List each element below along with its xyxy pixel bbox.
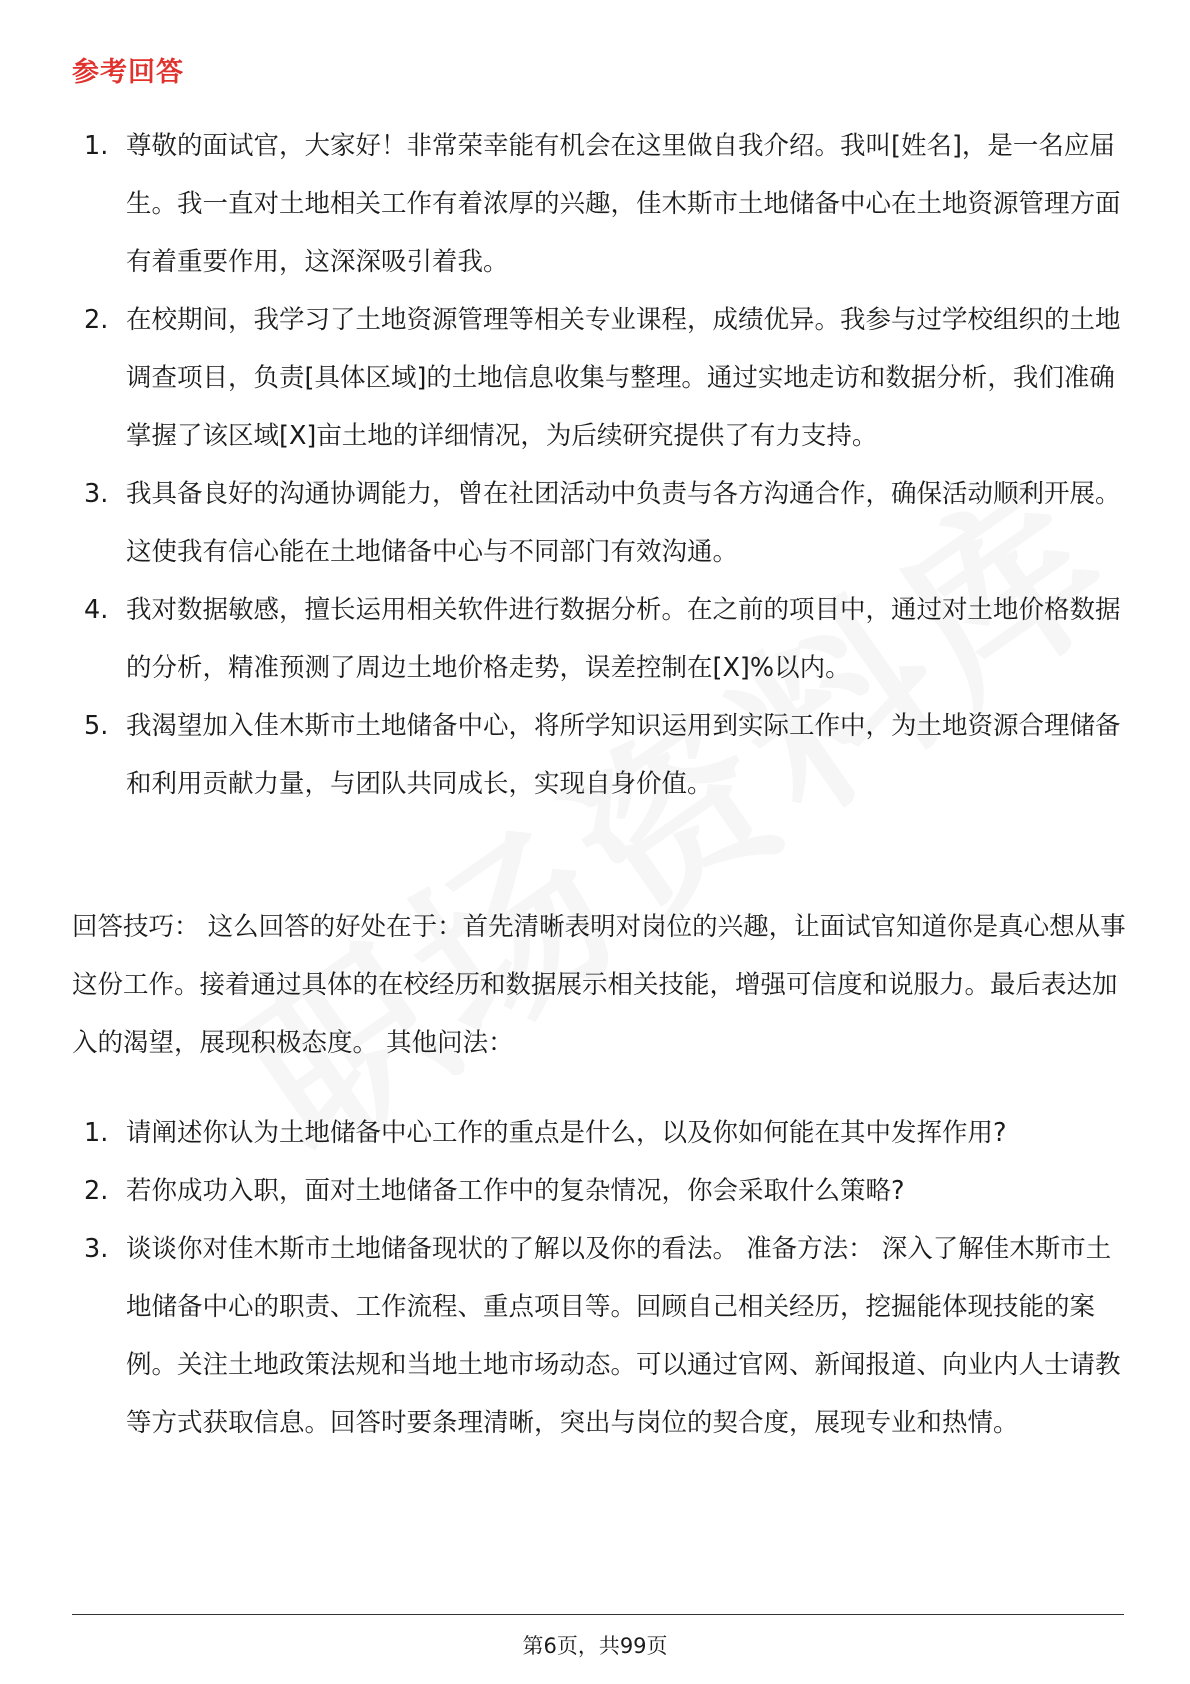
list-number: 4. [84, 595, 109, 625]
list-item [72, 117, 1132, 291]
list-item-text: 我渴望加入佳木斯市土地储备中心，将所学知识运用到实际工作中，为土地资源合理储备和利用贡献力量，与团队共同成长，实现自身价值。 [126, 711, 1121, 799]
answer-tips-paragraph: 回答技巧： 这么回答的好处在于：首先清晰表明对岗位的兴趣，让面试官知道你是真心想从事这份工作。接着通过具体的在校经历和数据展示相关技能，增强可信度和说服力。最后表达加入的渴望，展现积极态度。 其他问法： [72, 912, 1126, 1058]
list-item [72, 1162, 1132, 1220]
page-number: 第6页，共99页 [522, 1634, 668, 1658]
list-item [72, 465, 1132, 581]
list-item-text: 谈谈你对佳木斯市土地储备现状的了解以及你的看法。 准备方法： 深入了解佳木斯市土地储备中心的职责、工作流程、重点项目等。回顾自己相关经历，挖掘能体现技能的案例。关注土地政策法规和当地土地市场动态。可以通过官网、新闻报道、向业内人士请教等方式获取信息。回答时要条理清晰，突出与岗位的契合度，展现专业和热情。 [126, 1234, 1121, 1438]
list-number: 1. [84, 1118, 109, 1148]
list-item-text: 我对数据敏感，擅长运用相关软件进行数据分析。在之前的项目中，通过对土地价格数据的分析，精准预测了周边土地价格走势，误差控制在[X]%以内。 [126, 595, 1121, 683]
list-item-text: 请阐述你认为土地储备中心工作的重点是什么，以及你如何能在其中发挥作用? [126, 1118, 1007, 1148]
list-item [72, 291, 1132, 465]
section-heading: 参考回答 [72, 57, 184, 88]
alternative-questions-list [72, 1104, 1132, 1452]
list-item [72, 1220, 1132, 1452]
list-item-text: 若你成功入职，面对土地储备工作中的复杂情况，你会采取什么策略? [126, 1176, 905, 1206]
list-number: 3. [84, 479, 109, 509]
list-item [72, 697, 1132, 813]
list-item-text: 我具备良好的沟通协调能力，曾在社团活动中负责与各方沟通合作，确保活动顺利开展。这使我有信心能在土地储备中心与不同部门有效沟通。 [126, 479, 1121, 567]
answer-list [72, 117, 1132, 813]
footer-divider [72, 1614, 1124, 1615]
list-number: 3. [84, 1234, 109, 1264]
list-item [72, 1104, 1132, 1162]
list-item [72, 581, 1132, 697]
list-number: 1. [84, 131, 109, 161]
list-number: 2. [84, 305, 109, 335]
list-item-text: 尊敬的面试官，大家好！非常荣幸能有机会在这里做自我介绍。我叫[姓名]，是一名应届生。我一直对土地相关工作有着浓厚的兴趣，佳木斯市土地储备中心在土地资源管理方面有着重要作用，这深深吸引着我。 [126, 131, 1121, 277]
list-number: 2. [84, 1176, 109, 1206]
list-number: 5. [84, 711, 109, 741]
list-item-text: 在校期间，我学习了土地资源管理等相关专业课程，成绩优异。我参与过学校组织的土地调查项目，负责[具体区域]的土地信息收集与整理。通过实地走访和数据分析，我们准确掌握了该区域[X]亩土地的详细情况，为后续研究提供了有力支持。 [126, 305, 1121, 451]
